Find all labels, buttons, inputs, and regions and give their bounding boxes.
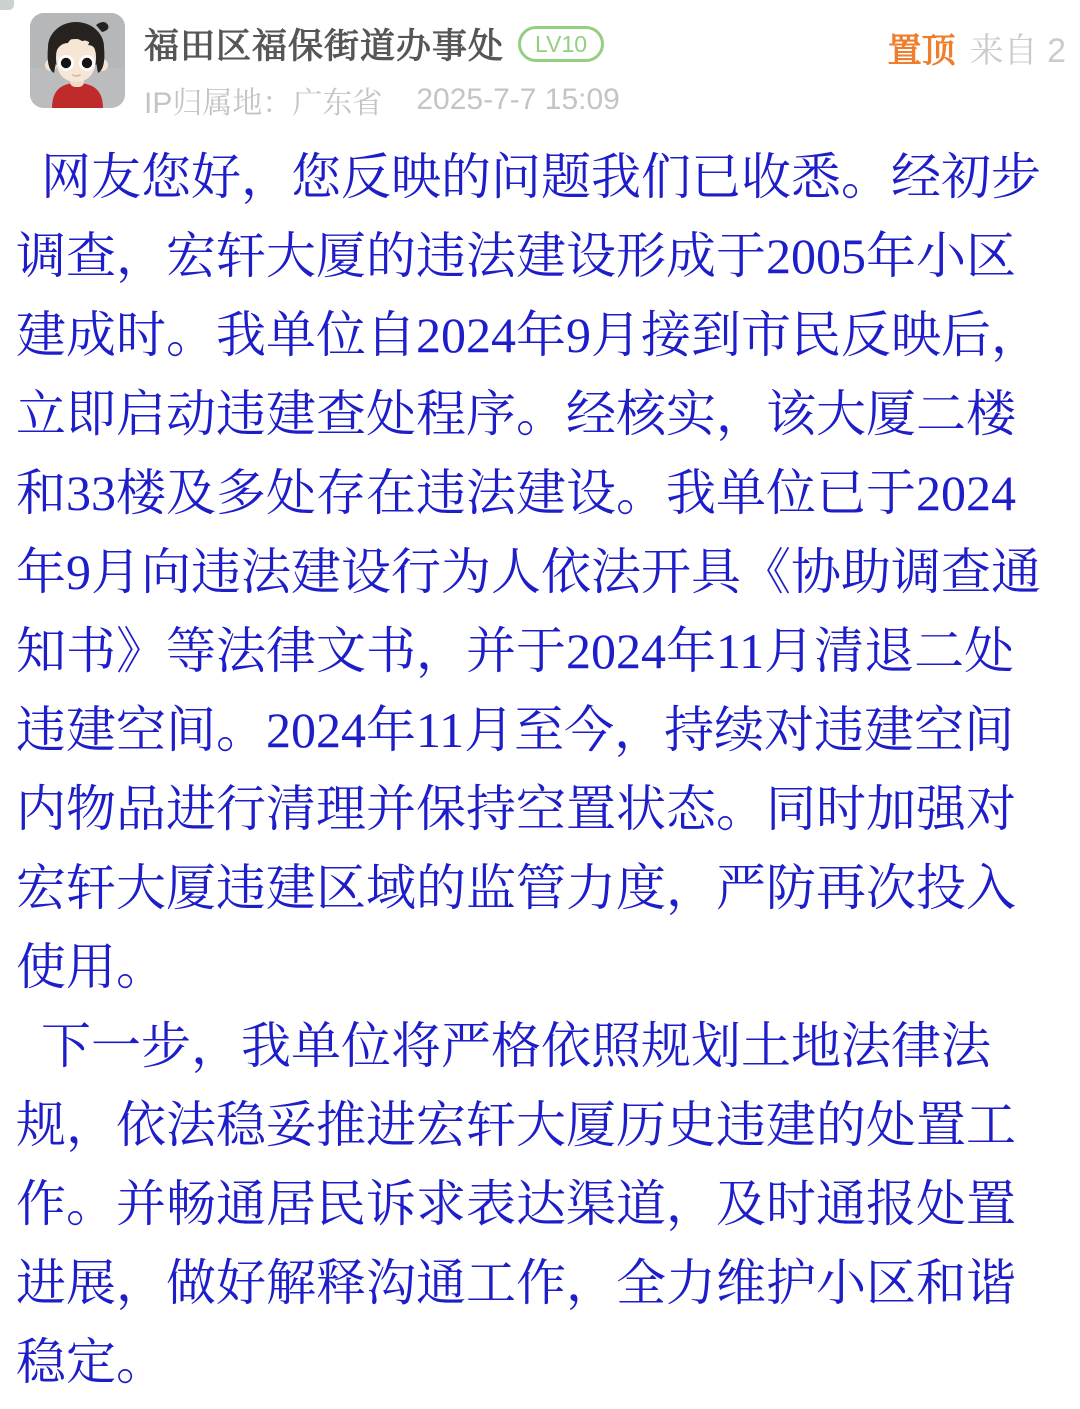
body-text-line: 知书》等法律文书，并于2024年11月清退二处 — [16, 623, 1015, 679]
level-badge: LV10 — [518, 26, 604, 62]
body-text-line: 年9月向违法建设行为人依法开具《协助调查通 — [16, 544, 1041, 600]
post-body — [0, 124, 1080, 1402]
body-text-line: 网友您好，您反映的问题我们已收悉。经初步 — [16, 149, 1041, 205]
ip-location-label: IP归属地：广东省 — [144, 87, 383, 120]
avatar[interactable] — [30, 13, 125, 108]
body-text-line: 稳定。 — [16, 1334, 166, 1390]
name-row — [144, 19, 620, 69]
body-text-line: 作。并畅通居民诉求表达渠道，及时通报处置 — [16, 1176, 1016, 1232]
body-text-line: 使用。 — [16, 939, 166, 995]
post-timestamp: 2025-7-7 15:09 — [416, 83, 620, 116]
body-text-line: 内物品进行清理并保持空置状态。同时加强对 — [16, 781, 1016, 837]
body-text-line: 建成时。我单位自2024年9月接到市民反映后， — [16, 307, 1041, 363]
paragraph — [16, 1007, 1064, 1402]
body-text-line: 进展，做好解释沟通工作，全力维护小区和谐 — [16, 1255, 1016, 1311]
pinned-badge: 置顶 — [887, 32, 956, 70]
screenshot-corner-artifact — [0, 0, 14, 10]
header-text-block — [144, 13, 620, 122]
body-text-line: 规，依法稳妥推进宏轩大厦历史违建的处置工 — [16, 1097, 1016, 1153]
body-text-line: 宏轩大厦违建区域的监管力度，严防再次投入 — [16, 860, 1016, 916]
origin-label: 来自 2 — [969, 32, 1066, 70]
body-text-line: 立即启动违建查处程序。经核实，该大厦二楼 — [16, 386, 1016, 442]
body-text-line: 下一步，我单位将严格依照规划土地法律法 — [16, 1018, 991, 1074]
paragraph — [16, 138, 1064, 1007]
meta-row — [144, 78, 620, 122]
post-header — [0, 0, 1080, 124]
username[interactable]: 福田区福保街道办事处 — [144, 27, 505, 66]
boy-avatar-illustration — [30, 13, 125, 108]
header-right — [888, 13, 1066, 72]
body-text-line: 违建空间。2024年11月至今，持续对违建空间 — [16, 702, 1015, 758]
body-text-line: 和33楼及多处存在违法建设。我单位已于2024 — [16, 465, 1016, 521]
body-text-line: 调查，宏轩大厦的违法建设形成于2005年小区 — [16, 228, 1016, 284]
